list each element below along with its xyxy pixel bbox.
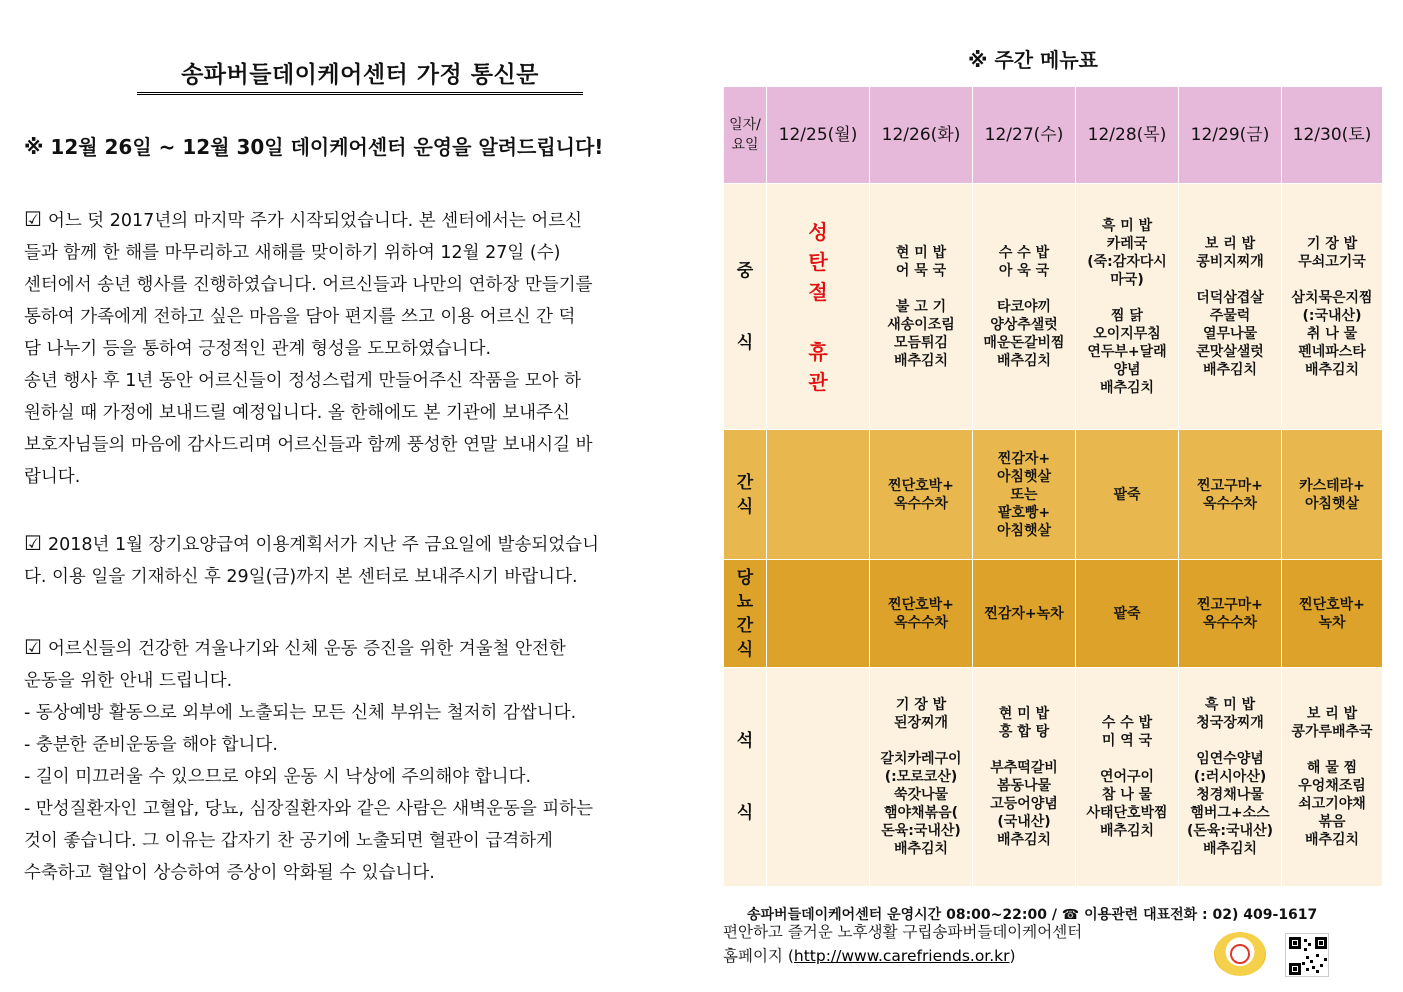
paragraph-line: [24, 301, 667, 333]
center-logo-icon: [1214, 932, 1266, 976]
date-day-header: 일자/ 요일: [724, 87, 767, 184]
operating-hours: 송파버들데이케어센터 운영시간 08:00~22:00 / ☎ 이용관련 대표전화 : 02) 409-1617: [747, 907, 1318, 923]
paragraph-line: [24, 631, 667, 665]
day-header: 12/28(목): [1076, 87, 1179, 184]
lunch-row: [724, 184, 1383, 430]
day-header: 12/25(월): [767, 87, 870, 184]
paragraph-text: - 만성질환자인 고혈압, 당뇨, 심장질환자와 같은 사람은 새벽운동을 피하는: [24, 799, 594, 819]
meal-label: 간 식: [724, 430, 767, 560]
menu-cell: 기 장 밥 된장찌개 갈치카레구이 (:모로코산) 쑥갓나물 햄야채볶음( 돈육:국내산) 배추김치: [870, 668, 973, 887]
menu-cell: 기 장 밥 무쇠고기국 삼치묵은지찜 (:국내산) 취 나 물 펜네파스타 배추김치: [1282, 184, 1383, 430]
paragraph-text: 것이 좋습니다. 그 이유는 갑자기 찬 공기에 노출되면 혈관이 급격하게: [24, 831, 553, 851]
menu-cell: [767, 430, 870, 560]
day-header: 12/26(화): [870, 87, 973, 184]
checkbox-icon: ☑: [24, 531, 42, 555]
qr-code-icon[interactable]: [1285, 933, 1329, 977]
page-title: 송파버들데이케어센터 가정 통신문: [181, 62, 539, 88]
paragraph-text: 통하여 가족에게 전하고 싶은 마음을 담아 편지를 쓰고 이용 어르신 간 덕: [24, 307, 576, 327]
paragraph-line: [24, 729, 667, 761]
paragraph-line: [24, 333, 667, 365]
paragraph-text: 수축하고 혈압이 상승하여 증상이 악화될 수 있습니다.: [24, 863, 435, 883]
paragraph-line: [24, 365, 667, 397]
paragraph-text: 담 나누기 등을 통하여 긍정적인 관계 형성을 도모하였습니다.: [24, 339, 492, 359]
weekly-menu-table: [723, 86, 1383, 887]
homepage-label: 홈페이지 (: [723, 947, 794, 965]
paragraph-care-plan: [24, 527, 667, 593]
menu-cell: 흑 미 밥 청국장찌개 임연수양념 (:러시아산) 청경채나물 햄버그+소스 (돈육:국내산) 배추김치: [1179, 668, 1282, 887]
meal-label: 당 뇨 간 식: [724, 560, 767, 668]
menu-cell: 찐단호박+ 옥수수차: [870, 560, 973, 668]
paragraph-text: 들과 함께 한 해를 마무리하고 새해를 맞이하기 위하여 12월 27일 (수): [24, 243, 561, 263]
menu-cell: 수 수 밥 아 욱 국 타코야끼 양상추샐럿 매운돈갈비찜 배추김치: [973, 184, 1076, 430]
paragraph-line: [24, 397, 667, 429]
paragraph-line: [24, 761, 667, 793]
paragraph-year-end-event: [24, 203, 667, 493]
homepage-close: ): [1009, 947, 1016, 965]
menu-cell: 찐단호박+ 녹차: [1282, 560, 1383, 668]
menu-cell: 현 미 밥 홍 합 탕 부추떡갈비 봄동나물 고등어양념 (국내산) 배추김치: [973, 668, 1076, 887]
snack-row: [724, 430, 1383, 560]
menu-cell: 팥죽: [1076, 560, 1179, 668]
paragraph-line: [24, 697, 667, 729]
menu-title: ※ 주간 메뉴표: [968, 48, 1098, 72]
menu-cell: 찐감자+녹차: [973, 560, 1076, 668]
paragraph-line: [24, 665, 667, 697]
center-slogan: 편안하고 즐거운 노후생활 구립송파버들데이케어센터: [723, 923, 1083, 941]
paragraph-text: 센터에서 송년 행사를 진행하였습니다. 어르신들과 나만의 연하장 만들기를: [24, 275, 593, 295]
checkbox-icon: ☑: [24, 207, 42, 231]
meal-label: 석 식: [724, 668, 767, 887]
paragraph-text: 다. 이용 일을 기재하신 후 29일(금)까지 본 센터로 보내주시기 바랍니다.: [24, 567, 578, 587]
notice-headline: ※ 12월 26일 ~ 12월 30일 데이케어센터 운영을 알려드립니다!: [24, 135, 604, 159]
paragraph-text: - 동상예방 활동으로 외부에 노출되는 모든 신체 부위는 철저히 감쌉니다.: [24, 703, 577, 723]
menu-cell: 찐단호박+ 옥수수차: [870, 430, 973, 560]
paragraph-line: [24, 429, 667, 461]
paragraph-line: [24, 857, 667, 889]
paragraph-text: - 충분한 준비운동을 해야 합니다.: [24, 735, 278, 755]
holiday-closed: 성 탄 절 휴 관: [808, 219, 828, 394]
paragraph-line: [24, 237, 667, 269]
paragraph-text: 송년 행사 후 1년 동안 어르신들이 정성스럽게 만들어주신 작품을 모아 하: [24, 371, 582, 391]
menu-cell: 보 리 밥 콩비지찌개 더덕삼겹살 주물럭 열무나물 콘맛살샐럿 배추김치: [1179, 184, 1282, 430]
paragraph-text: 원하실 때 가정에 보내드릴 예정입니다. 올 한해에도 본 기관에 보내주신: [24, 403, 570, 423]
dinner-row: [724, 668, 1383, 887]
menu-cell: 현 미 밥 어 묵 국 불 고 기 새송이조림 모듬튀김 배추김치: [870, 184, 973, 430]
notice-column: [24, 0, 669, 992]
paragraph-winter-exercise: [24, 631, 667, 889]
paragraph-line: [24, 203, 667, 237]
diabetic-snack-row: [724, 560, 1383, 668]
paragraph-line: [24, 825, 667, 857]
homepage-link[interactable]: http://www.carefriends.or.kr: [793, 947, 1010, 965]
day-header: 12/30(토): [1282, 87, 1383, 184]
menu-header-row: [724, 87, 1383, 184]
paragraph-text: 보호자님들의 마음에 감사드리며 어르신들과 함께 풍성한 연말 보내시길 바: [24, 435, 593, 455]
paragraph-line: [24, 461, 667, 493]
paragraph-line: [24, 793, 667, 825]
menu-cell: 찐감자+ 아침햇살 또는 팥호빵+ 아침햇살: [973, 430, 1076, 560]
menu-cell: 찐고구마+ 옥수수차: [1179, 560, 1282, 668]
paragraph-text: - 길이 미끄러울 수 있으므로 야외 운동 시 낙상에 주의해야 합니다.: [24, 767, 532, 787]
title-underline: [137, 92, 583, 95]
paragraph-text: 2018년 1월 장기요양급여 이용계획서가 지난 주 금요일에 발송되었습니: [47, 535, 599, 555]
menu-cell: 수 수 밥 미 역 국 연어구이 참 나 물 사태단호박찜 배추김치: [1076, 668, 1179, 887]
paragraph-text: 어르신들의 건강한 겨울나기와 신체 운동 증진을 위한 겨울철 안전한: [47, 639, 566, 659]
menu-cell: 보 리 밥 콩가루배추국 해 물 찜 우엉채조림 쇠고기야채 볶음 배추김치: [1282, 668, 1383, 887]
day-header: 12/29(금): [1179, 87, 1282, 184]
menu-cell: [767, 184, 870, 430]
menu-cell: 팥죽: [1076, 430, 1179, 560]
meal-label: 중 식: [724, 184, 767, 430]
menu-cell: 흑 미 밥 카레국 (죽:감자다시 마국) 찜 닭 오이지무침 연두부+달래 양념 배추김치: [1076, 184, 1179, 430]
paragraph-line: [24, 561, 667, 593]
homepage-line: [723, 944, 1016, 966]
day-header: 12/27(수): [973, 87, 1076, 184]
menu-cell: [767, 560, 870, 668]
paragraph-line: [24, 527, 667, 561]
menu-cell: [767, 668, 870, 887]
menu-cell: 카스테라+ 아침햇살: [1282, 430, 1383, 560]
paragraph-text: 어느 덧 2017년의 마지막 주가 시작되었습니다. 본 센터에서는 어르신: [47, 211, 583, 231]
paragraph-text: 운동을 위한 안내 드립니다.: [24, 671, 233, 691]
paragraph-text: 랍니다.: [24, 467, 81, 487]
paragraph-line: [24, 269, 667, 301]
menu-cell: 찐고구마+ 옥수수차: [1179, 430, 1282, 560]
checkbox-icon: ☑: [24, 635, 42, 659]
